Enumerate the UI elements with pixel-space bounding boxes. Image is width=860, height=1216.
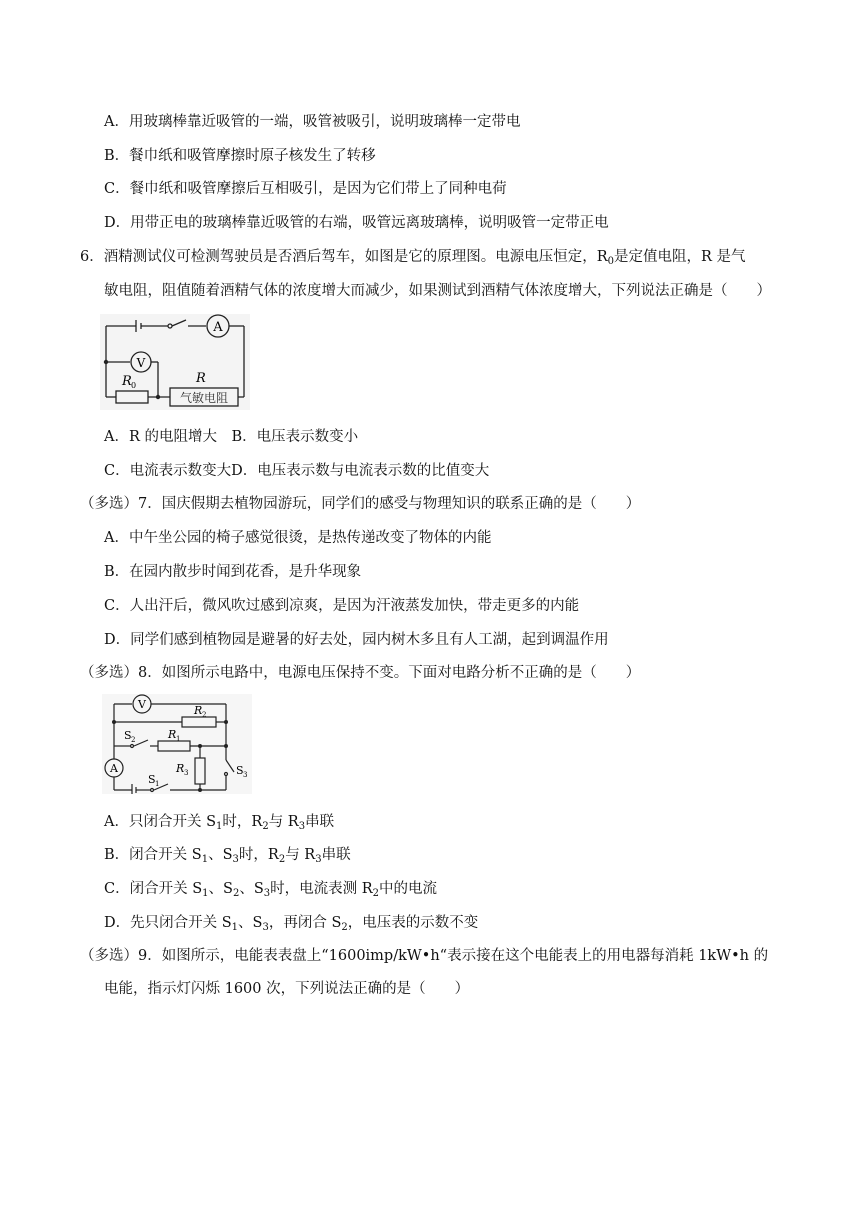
- q6-options-row1: A．R 的电阻增大 B．电压表示数变小: [104, 429, 359, 445]
- q8-option-b: B．闭合开关 $S_1$、$S_3$时，$R_2$与 $R_3$串联: [104, 847, 351, 865]
- q6-stem-line2: 敏电阻，阻值随着酒精气体的浓度增大而减少，如果测试到酒精气体浓度增大，下列说法正确是（ ）: [104, 283, 771, 299]
- q7-option-c: C．人出汗后，微风吹过感到凉爽，是因为汗液蒸发加快，带走更多的内能: [104, 598, 580, 614]
- q5-option-a: A．用玻璃棒靠近吸管的一端，吸管被吸引，说明玻璃棒一定带电: [104, 114, 521, 130]
- q8-s1-subscript: 1: [155, 780, 160, 788]
- q8-r3-subscript: 3: [184, 769, 189, 777]
- q9-stem-line2: 电能，指示灯闪烁 1600 次，下列说法正确的是（ ）: [104, 981, 470, 997]
- q8-r1-label: R: [168, 728, 177, 741]
- q6-ammeter-label: A: [213, 320, 223, 335]
- q6-options-row2: C．电流表示数变大D．电压表示数与电流表示数的比值变大: [104, 463, 490, 479]
- q7-option-a: A．中午坐公园的椅子感觉很烫，是热传递改变了物体的内能: [104, 530, 492, 546]
- q6-r0-subscript: 0: [131, 381, 137, 390]
- q6-gas-sensor-label: 气敏电阻: [179, 391, 229, 405]
- q8-s3-label: S: [236, 764, 244, 777]
- q6-voltmeter-label: V: [136, 356, 146, 370]
- q8-stem: （多选）8．如图所示电路中，电源电压保持不变。下面对电路分析不正确的是（ ）: [80, 665, 641, 681]
- q8-option-c: C．闭合开关 $S_1$、$S_2$、$S_3$时，电流表测 $R_2$中的电流: [104, 881, 438, 899]
- q7-option-d: D．同学们感到植物园是避暑的好去处，园内树木多且有人工湖，起到调温作用: [104, 632, 609, 648]
- q8-option-a: A．只闭合开关 $S_1$时，$R_2$与 $R_3$串联: [104, 814, 335, 832]
- q7-option-b: B．在园内散步时闻到花香，是升华现象: [104, 564, 362, 580]
- q8-s2-label: S: [124, 729, 132, 742]
- q8-r2-subscript: 2: [202, 711, 207, 719]
- q6-stem-line1: 6．酒精测试仪可检测驾驶员是否酒后驾车，如图是它的原理图。电源电压恒定，$R_0$是定值电阻，R 是气: [80, 249, 746, 267]
- q5-option-b: B．餐巾纸和吸管摩擦时原子核发生了转移: [104, 148, 376, 164]
- q8-option-d: D．先只闭合开关 $S_1$、$S_3$，再闭合 $S_2$，电压表的示数不变: [104, 915, 479, 933]
- q8-voltmeter-label: V: [138, 698, 146, 711]
- q8-r1-subscript: 1: [176, 735, 181, 743]
- q8-r2-label: R: [194, 704, 203, 717]
- q5-option-c: C．餐巾纸和吸管摩擦后互相吸引，是因为它们带上了同种电荷: [104, 181, 507, 197]
- q8-circuit-diagram: [102, 694, 252, 794]
- q9-stem-line1: （多选）9．如图所示，电能表表盘上“1600imp/kW•h“表示接在这个电能表上的用电器每消耗 1kW•h 的: [80, 948, 769, 964]
- q8-r3-label: R: [176, 762, 185, 775]
- q7-stem: （多选）7．国庆假期去植物园游玩，同学们的感受与物理知识的联系正确的是（ ）: [80, 496, 641, 512]
- q6-circuit-diagram: [100, 314, 250, 410]
- q8-ammeter-label: A: [110, 762, 118, 775]
- q8-s1-label: S: [148, 773, 156, 786]
- q6-r0-label: R: [122, 374, 132, 389]
- q5-option-d: D．用带正电的玻璃棒靠近吸管的右端，吸管远离玻璃棒，说明吸管一定带正电: [104, 215, 609, 231]
- q8-s3-subscript: 3: [243, 771, 248, 779]
- q8-s2-subscript: 2: [131, 736, 136, 744]
- q6-r-label: R: [196, 371, 206, 386]
